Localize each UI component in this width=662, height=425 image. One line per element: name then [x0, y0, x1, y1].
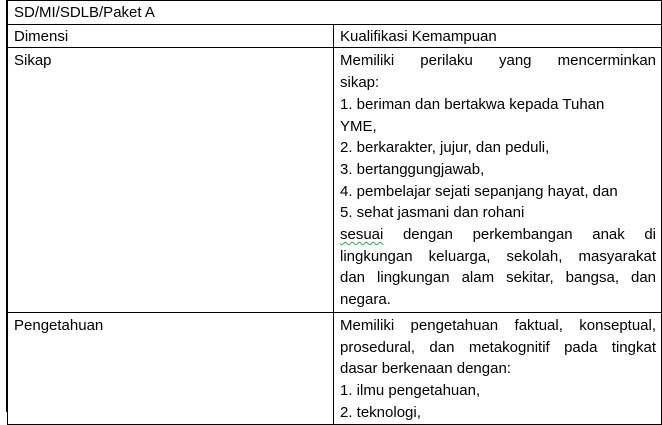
- sikap-line-11: dan lingkungan alam sekitar, bangsa, dan: [340, 269, 657, 287]
- sikap-line-7: 4. pembelajar sejati sepanjang hayat, dan: [340, 182, 618, 200]
- sikap-line-6: 3. bertanggungjawab,: [340, 160, 485, 178]
- table-title-row: [8, 1, 662, 25]
- sikap-line-2: sikap:: [340, 74, 380, 92]
- pengetahuan-line-2: prosedural, dan metakognitif pada tingkat: [340, 338, 657, 356]
- table-title: SD/MI/SDLB/Paket A: [8, 1, 662, 25]
- table-header-row: [8, 24, 662, 48]
- dimensi-cell-sikap: Sikap: [8, 48, 334, 312]
- sikap-line-10: lingkungan keluarga, sekolah, masyarakat: [340, 247, 657, 265]
- pengetahuan-line-3: dasar berkenaan dengan:: [340, 360, 511, 378]
- header-kualifikasi: Kualifikasi Kemampuan: [334, 24, 662, 48]
- spellcheck-word: sesuai: [340, 226, 384, 244]
- sikap-line-8: 5. sehat jasmani dan rohani: [340, 204, 525, 222]
- sikap-line-9-rest: dengan perkembangan anak di: [383, 226, 657, 244]
- sikap-line-3: 1. beriman dan bertakwa kepada Tuhan: [340, 95, 605, 113]
- sikap-line-5: 2. berkarakter, jujur, dan peduli,: [340, 139, 550, 157]
- table-row-sikap: [8, 48, 662, 312]
- kualifikasi-cell-sikap: [334, 48, 662, 312]
- pengetahuan-line-4: 1. ilmu pengetahuan,: [340, 381, 481, 399]
- header-dimensi: Dimensi: [8, 24, 334, 48]
- competency-table-container: [6, 0, 662, 421]
- dimensi-cell-pengetahuan: Pengetahuan: [8, 312, 334, 425]
- competency-table: [7, 0, 662, 425]
- sikap-line-9: [340, 224, 656, 246]
- sikap-line-1: Memiliki perilaku yang mencerminkan: [340, 52, 657, 70]
- sikap-line-4: YME,: [340, 117, 377, 135]
- kualifikasi-cell-pengetahuan: [334, 312, 662, 425]
- sikap-line-12: negara.: [340, 291, 391, 309]
- pengetahuan-line-1: Memiliki pengetahuan faktual, konseptual,: [340, 316, 657, 334]
- table-row-pengetahuan: [8, 312, 662, 425]
- pengetahuan-line-5: 2. teknologi,: [340, 403, 421, 421]
